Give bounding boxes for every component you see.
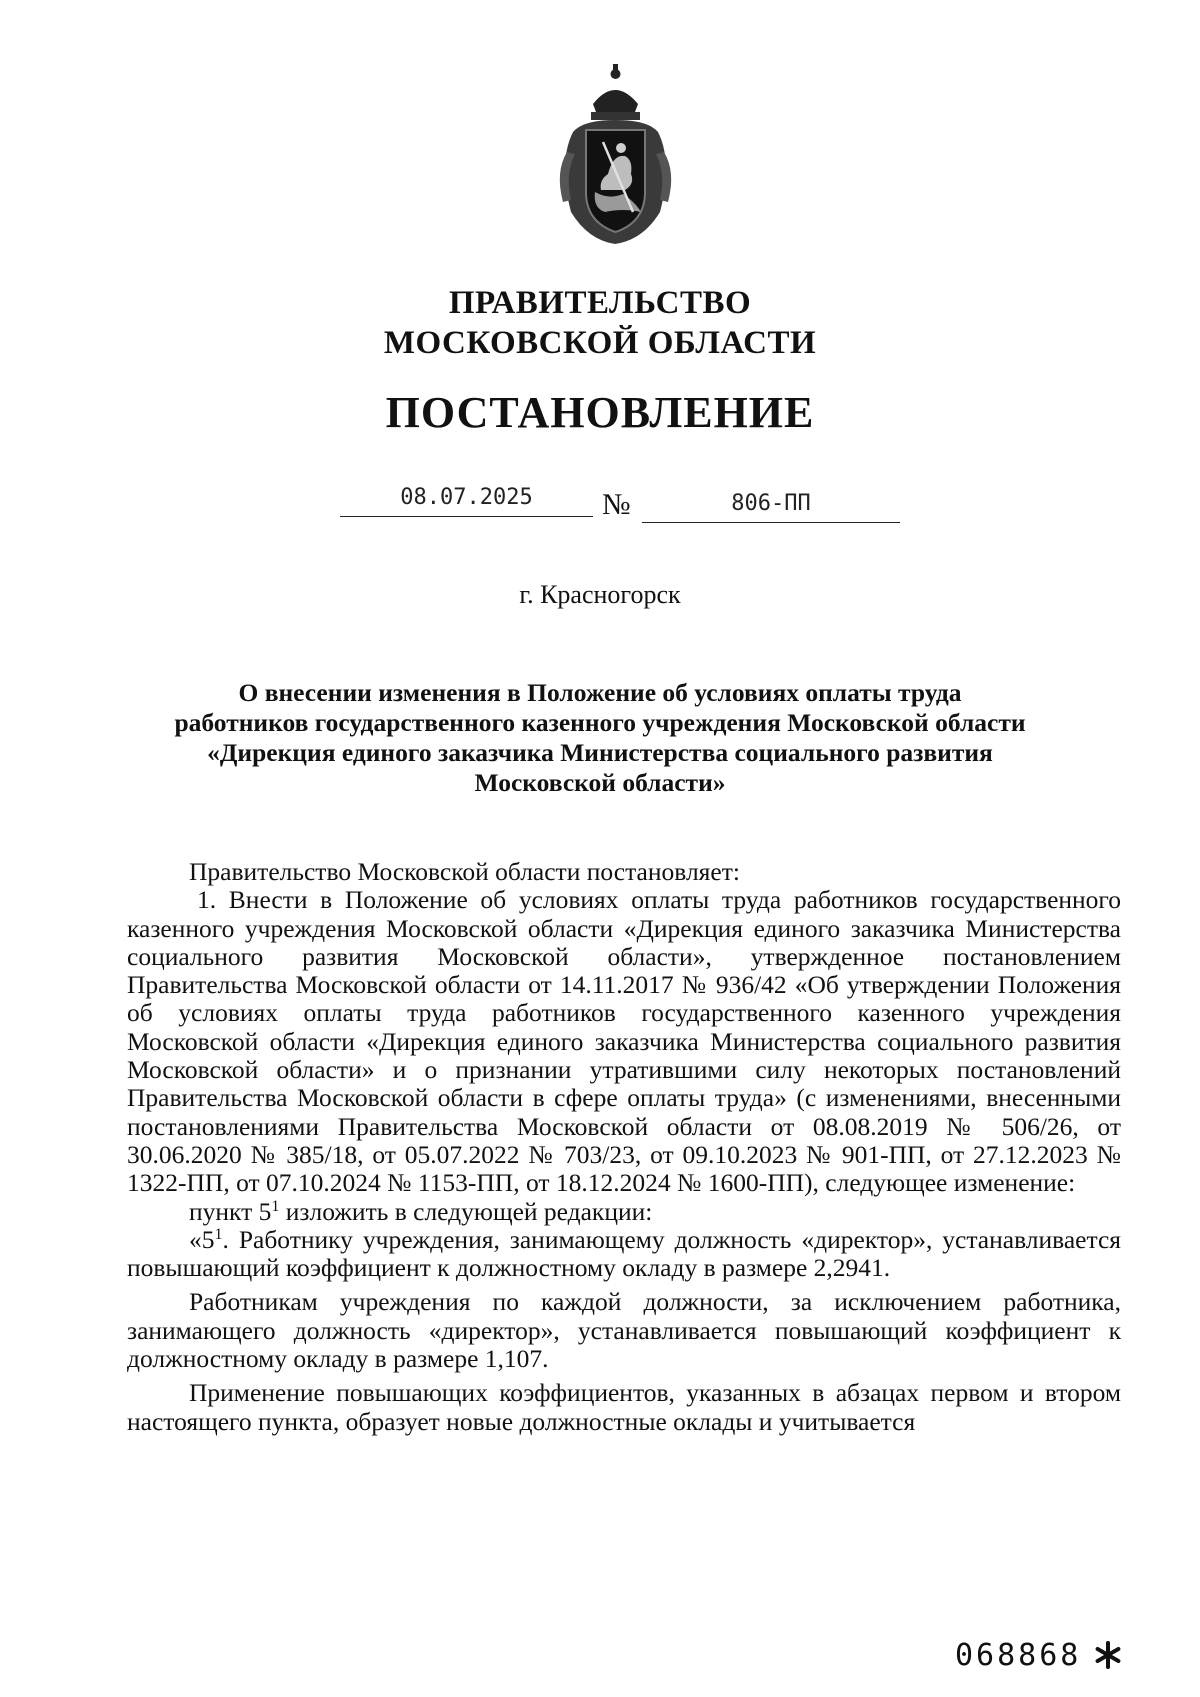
body-paragraph-3 bbox=[127, 1198, 1121, 1226]
decree-title bbox=[0, 678, 1200, 798]
coat-of-arms-icon bbox=[553, 62, 678, 247]
number-field bbox=[642, 486, 900, 523]
title-line-1: О внесении изменения в Положение об условиях оплаты труда bbox=[238, 678, 962, 707]
body-paragraph-1: Правительство Московской области постановляет: bbox=[189, 857, 740, 886]
body-paragraph-4 bbox=[127, 1226, 1121, 1283]
number-sign: № bbox=[602, 488, 631, 521]
body-paragraph-2: 1. Внести в Положение об условиях оплаты труда работников государственного казенного учреждения Московской области «Дирекция единого заказчика Министерства социального развития Московской области», утвержденное постановлением Правительства Московской области от 14.11.2017 № 936/42 «Об утверждении Положения об условиях оплаты труда работников государственного казенного учреждения Московской области «Дирекция единого заказчика Министерства социального развития Московской области» и о признании утратившими силу некоторых постановлений Правительства Московской области в сфере оплаты труда» (с изменениями, внесенными постановлениями Правительства Московской области от 08.08.2019 № 506/26, от 30.06.2020 № 385/18, от 05.07.2022 № 703/23, от 09.10.2023 № 901-ПП, от 27.12.2023 № 1322-ПП, от 07.10.2024 № 1153-ПП, от 18.12.2024 № 1600-ПП), следующее изменение: bbox=[127, 885, 1121, 1198]
p4-pre: «5 bbox=[189, 1224, 215, 1254]
document-type-heading: ПОСТАНОВЛЕНИЕ bbox=[385, 388, 815, 437]
date-field bbox=[340, 480, 593, 517]
number-value: 806-ПП bbox=[731, 491, 811, 516]
p4-post: . Работнику учреждения, занимающему должность «директор», устанавливается повышающий коэффициент к должностному окладу в размере 2,2941. bbox=[127, 1224, 1121, 1283]
p3-post: изложить в следующей редакции: bbox=[279, 1196, 653, 1226]
date-value: 08.07.2025 bbox=[400, 485, 533, 510]
p3-pre: пункт 5 bbox=[189, 1196, 272, 1226]
decree-body bbox=[127, 858, 1121, 1436]
serial-number: 068868 bbox=[955, 1638, 1082, 1673]
title-line-3: «Дирекция единого заказчика Министерства социального развития bbox=[207, 738, 993, 767]
asterisk-icon bbox=[1093, 1640, 1123, 1670]
government-line-1: ПРАВИТЕЛЬСТВО bbox=[448, 285, 752, 321]
title-line-2: работников государственного казенного учреждения Московской области bbox=[174, 708, 1026, 737]
city-line: г. Красногорск bbox=[519, 580, 681, 609]
body-paragraph-5: Работникам учреждения по каждой должности, за исключением работника, занимающего должность «директор», устанавливается повышающий коэффициент к должностному окладу в размере 1,107. bbox=[127, 1287, 1121, 1374]
government-line-2: МОСКОВСКОЙ ОБЛАСТИ bbox=[383, 325, 817, 361]
body-paragraph-6: Применение повышающих коэффициентов, указанных в абзацах первом и втором настоящего пункта, образует новые должностные оклады и учитывается bbox=[127, 1378, 1121, 1436]
government-name bbox=[0, 283, 1200, 363]
p3-sup: 1 bbox=[271, 1197, 280, 1215]
title-line-4: Московской области» bbox=[474, 768, 726, 797]
p4-sup: 1 bbox=[214, 1225, 223, 1243]
